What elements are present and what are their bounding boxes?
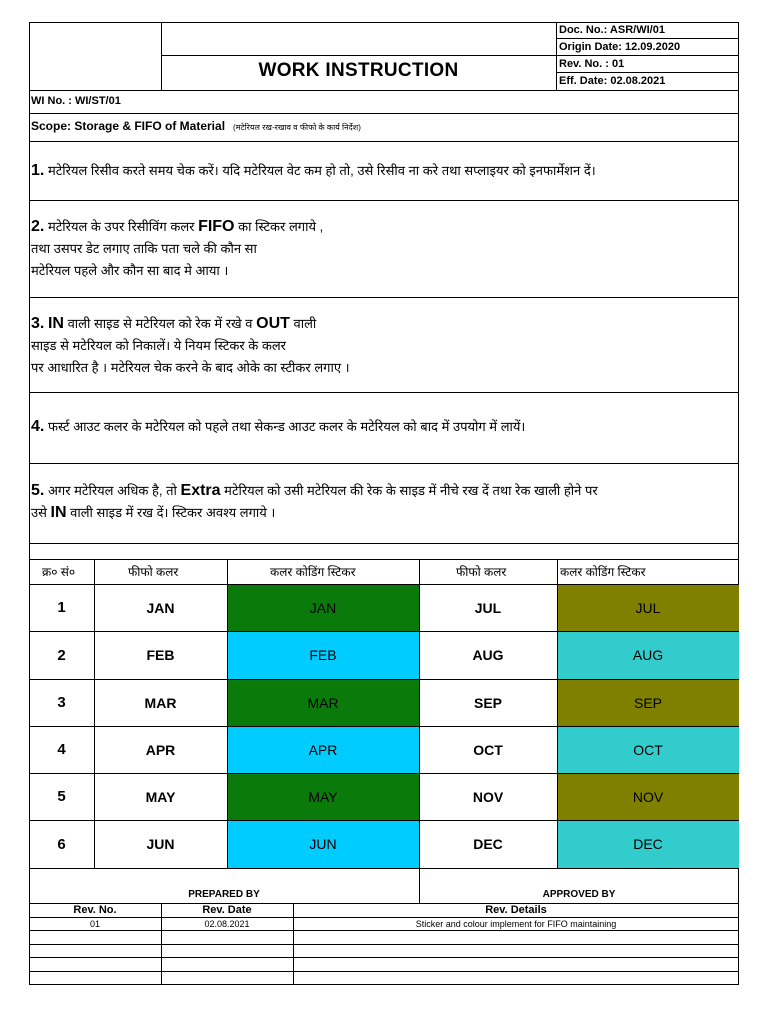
table-header-serial: क्र० सं० <box>42 565 76 579</box>
step-2 <box>31 216 323 282</box>
sticker-cell-oct: OCT <box>557 726 739 773</box>
scope-line <box>31 119 361 133</box>
month-jul: JUL <box>474 599 502 616</box>
step-1-text: मटेरियल रिसीव करते समय चेक करें। यदि मटेरियल वेट कम हो तो, उसे रिसीव ना करे तथा सप्लाइयर को इनफार्मेशन दें। <box>44 163 596 178</box>
revision-date-1: 02.08.2021 <box>204 919 250 929</box>
serial-5: 5 <box>57 788 66 805</box>
month-aug: AUG <box>472 647 504 663</box>
month-jan: JAN <box>146 599 175 616</box>
step-5-text-pre: अगर मटेरियल अधिक है, तो <box>44 483 181 498</box>
step-5-line-2-post: वाली साइड में रख दें। स्टिकर अवश्य लगाये । <box>66 505 276 520</box>
step-5 <box>31 480 598 524</box>
step-4-text: फर्स्ट आउट कलर के मटेरियल को पहले तथा सेकन्ड आउट कलर के मटेरियल को बाद में उपयोग में लायें। <box>44 419 526 434</box>
sticker-cell-dec: DEC <box>557 820 739 868</box>
step-3-line-2: साइड से मटेरियल को निकालें। ये नियम स्टिकर के कलर <box>31 338 286 353</box>
month-jun: JUN <box>146 836 175 852</box>
revision-header-date: Rev. Date <box>202 904 252 916</box>
step-3-number: 3. <box>31 315 45 332</box>
revision-row-rule-4 <box>29 971 739 972</box>
revision-no-1: 01 <box>89 919 100 929</box>
table-col-rule-2 <box>227 559 228 868</box>
step-3-text-mid: वाली साइड से मटेरियल को रेक में रखे व <box>63 316 257 331</box>
table-header-sticker-2: कलर कोडिंग स्टिकर <box>560 565 646 579</box>
step-5-text-post: मटेरियल को उसी मटेरियल की रेक के साइड में नीचे रख दें तथा रेक खाली होने पर <box>220 483 598 498</box>
step-3-keyword-out: OUT <box>256 315 290 332</box>
rev-number: Rev. No. : 01 <box>559 58 625 70</box>
sticker-cell-jun: JUN <box>227 820 419 868</box>
prepared-by-label: PREPARED BY <box>188 889 260 900</box>
sticker-cell-apr: APR <box>227 726 419 773</box>
month-apr: APR <box>145 741 176 758</box>
table-col-rule-4 <box>557 559 558 868</box>
serial-1: 1 <box>57 599 66 616</box>
revision-header-details: Rev. Details <box>485 904 547 916</box>
step-5-line-2-pre: उसे <box>31 505 51 520</box>
scope-label: Scope: Storage & FIFO of Material <box>31 119 226 133</box>
wi-rule <box>29 113 739 114</box>
sticker-cell-sep: SEP <box>557 679 739 726</box>
table-header-fifo-color-2: फीफो कलर <box>456 565 507 579</box>
month-oct: OCT <box>473 741 503 758</box>
month-sep: SEP <box>473 694 502 711</box>
sticker-cell-nov: NOV <box>557 773 739 820</box>
meta-rule-3 <box>556 72 739 73</box>
step-2-text-pre: मटेरियल के उपर रिसीविंग कलर <box>44 219 199 234</box>
step-3-text-post: वाली <box>289 316 317 331</box>
month-nov: NOV <box>472 788 504 805</box>
revision-details-1: Sticker and colour implement for FIFO maintaining <box>415 919 617 929</box>
step-4-rule <box>29 463 739 464</box>
step-1-rule <box>29 200 739 201</box>
step-2-line-2: तथा उसपर डेट लगाए ताकि पता चले की कौन सा <box>31 241 257 256</box>
revision-header-no: Rev. No. <box>73 904 117 916</box>
step-2-line-3: मटेरियल पहले और कौन सा बाद मे आया । <box>31 263 229 278</box>
serial-2: 2 <box>57 646 66 664</box>
header-title-rule <box>161 55 556 56</box>
step-5-rule <box>29 543 739 544</box>
sticker-cell-jul: JUL <box>557 584 739 631</box>
header-divider-right <box>556 22 557 90</box>
sticker-cell-aug: AUG <box>557 631 739 679</box>
page-title: WORK INSTRUCTION <box>258 60 459 81</box>
table-header-sticker-1: कलर कोडिंग स्टिकर <box>270 565 356 579</box>
serial-4: 4 <box>57 741 66 758</box>
step-2-keyword: FIFO <box>198 218 235 235</box>
revision-row-rule-3 <box>29 957 739 958</box>
scope-rule <box>29 141 739 142</box>
table-header-fifo-color-1: फीफो कलर <box>128 565 179 579</box>
sticker-cell-mar: MAR <box>227 679 419 726</box>
revision-header-rule <box>29 917 739 918</box>
wi-number: WI No. : WI/ST/01 <box>31 95 121 107</box>
step-3-keyword-in: IN <box>47 315 64 332</box>
revision-row-rule-2 <box>29 944 739 945</box>
approved-by-label: APPROVED BY <box>542 889 616 900</box>
month-dec: DEC <box>473 836 503 852</box>
table-bottom-rule <box>29 868 739 869</box>
month-feb: FEB <box>146 647 175 663</box>
step-1-number: 1. <box>31 162 45 179</box>
step-3-rule <box>29 392 739 393</box>
origin-date: Origin Date: 12.09.2020 <box>559 41 681 53</box>
step-4 <box>31 416 525 438</box>
sticker-cell-may: MAY <box>227 773 419 820</box>
effective-date: Eff. Date: 02.08.2021 <box>559 75 666 87</box>
step-2-rule <box>29 297 739 298</box>
month-may: MAY <box>145 788 176 805</box>
serial-3: 3 <box>57 694 66 711</box>
step-2-number: 2. <box>31 218 45 235</box>
step-5-keyword-in: IN <box>50 504 67 521</box>
sticker-cell-jan: JAN <box>227 584 419 631</box>
step-2-text-post: का स्टिकर लगाये , <box>234 219 324 234</box>
serial-6: 6 <box>57 835 66 853</box>
revision-row-rule-1 <box>29 930 739 931</box>
header-bottom-rule <box>29 90 739 91</box>
meta-rule-2 <box>556 55 739 56</box>
step-5-number: 5. <box>31 482 45 499</box>
scope-note: (मटेरियल रख-रखाव व फीफो के कार्य निर्देश) <box>233 123 361 132</box>
month-mar: MAR <box>144 694 177 711</box>
step-1 <box>31 160 596 182</box>
doc-number: Doc. No.: ASR/WI/01 <box>559 24 665 36</box>
step-5-keyword-extra: Extra <box>180 482 221 499</box>
step-4-number: 4. <box>31 418 45 435</box>
step-3 <box>31 313 350 379</box>
meta-rule-1 <box>556 38 739 39</box>
step-3-line-3: पर आधारित है । मटेरियल चेक करने के बाद ओके का स्टीकर लगाए । <box>31 360 350 375</box>
sticker-cell-feb: FEB <box>227 631 419 679</box>
